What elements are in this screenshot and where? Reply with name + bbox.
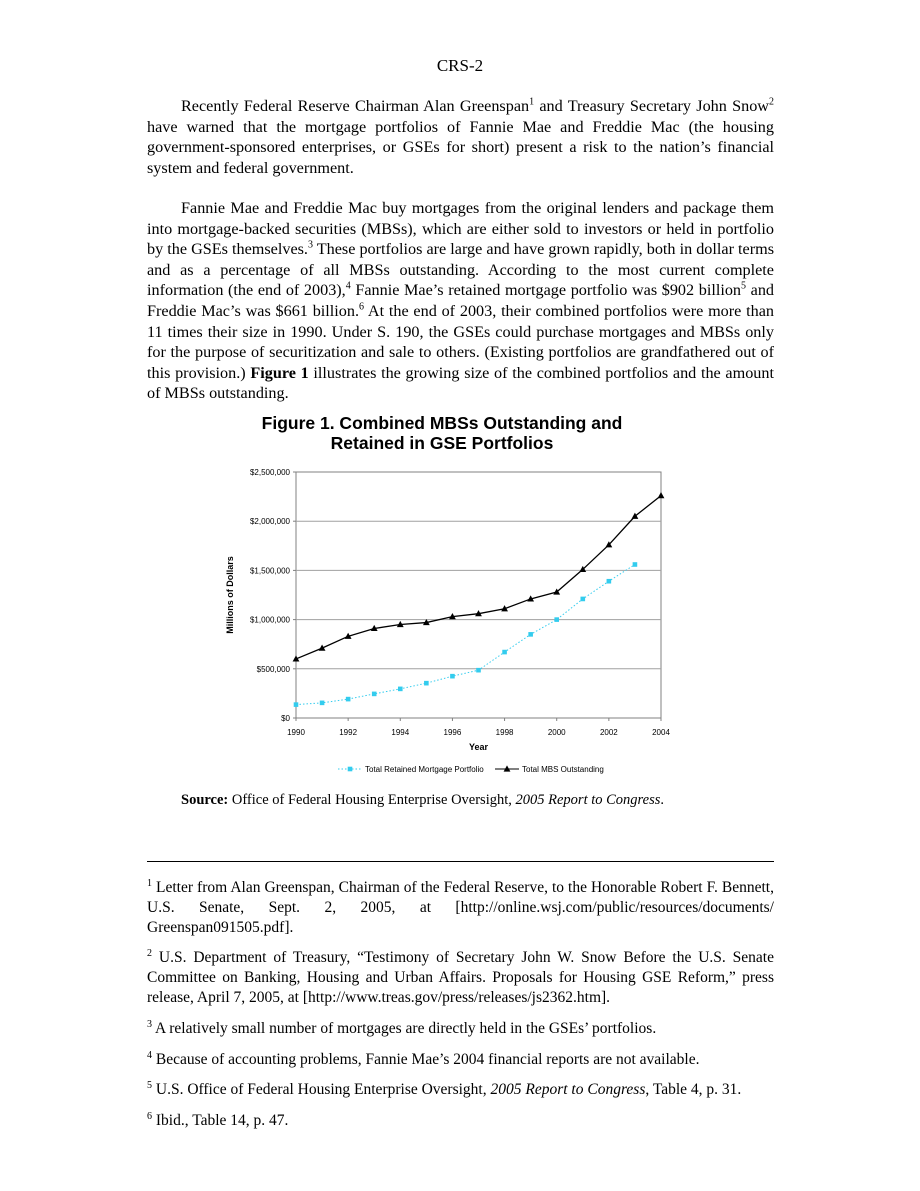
data-point [346, 697, 351, 702]
footnote-3 [147, 1019, 774, 1039]
y-tick-label: $0 [281, 714, 290, 723]
data-point [320, 701, 325, 706]
y-tick-label: $1,000,000 [249, 615, 290, 625]
data-point [633, 562, 638, 567]
footnote-text: A relatively small number of mortgages are directly held in the GSEs’ portfolios. [152, 1019, 657, 1037]
footnote-1 [147, 878, 774, 937]
footnote-ref-3[interactable]: 3 [307, 239, 313, 251]
data-point [294, 702, 299, 707]
x-tick-label: 2004 [652, 728, 670, 737]
data-point [398, 687, 403, 692]
y-tick-label: $2,500,000 [249, 468, 290, 477]
data-point [476, 668, 481, 673]
footnote-number: 4 [147, 1049, 152, 1061]
data-point [528, 632, 533, 637]
figure-title-line-1: Figure 1. Combined MBSs Outstanding and [261, 413, 623, 433]
footnote-text: U.S. Department of Treasury, “Testimony of Secretary John W. Snow Before the U.S. Senate Committee on Banking, Housing and Urban Affairs. Proposals for Housing GSE Reform,” press release, April 7, 2005, at [http://www.treas.gov/press/releases/js2362.htm]. [147, 949, 774, 1006]
data-point [424, 681, 429, 686]
footnote-6 [147, 1111, 774, 1131]
line-chart [220, 462, 680, 782]
x-axis-ticks [287, 718, 670, 737]
footnote-text: Because of accounting problems, Fannie Mae’s 2004 financial reports are not available. [152, 1050, 700, 1068]
footnote-divider [147, 861, 774, 862]
footnote-number: 1 [147, 877, 152, 889]
legend-label: Total Retained Mortgage Portfolio [365, 765, 484, 774]
footnote-ref-1[interactable]: 1 [529, 96, 535, 108]
source-report-title: 2005 Report to Congress [515, 792, 661, 808]
footnote-italic-title: 2005 Report to Congress [490, 1081, 646, 1099]
footnote-tail: , Table 4, p. 31. [645, 1081, 742, 1099]
footnote-4 [147, 1050, 774, 1070]
x-tick-label: 1992 [339, 728, 358, 737]
footnote-number: 2 [147, 948, 152, 960]
data-point [372, 692, 377, 697]
y-tick-label: $2,000,000 [249, 517, 290, 527]
page-number-header: CRS-2 [436, 56, 484, 75]
footnote-text: U.S. Office of Federal Housing Enterprise Oversight, [152, 1081, 491, 1099]
x-tick-label: 1990 [287, 728, 305, 737]
figure-title [0, 413, 884, 453]
x-tick-label: 1994 [391, 728, 410, 737]
legend-label: Total MBS Outstanding [522, 765, 604, 774]
data-point [580, 597, 585, 602]
plot-area [296, 472, 661, 718]
legend-item-retained [338, 765, 484, 774]
x-axis-title: Year [468, 742, 489, 752]
footnote-text: Ibid., Table 14, p. 47. [152, 1112, 289, 1130]
body-paragraph-2 [147, 198, 774, 404]
source-end: . [660, 792, 665, 808]
p2-text-d: and Freddie Mac’s was $661 billion. [147, 281, 775, 320]
source-text: Office of Federal Housing Enterprise Oversight, [228, 792, 516, 808]
footnote-number: 6 [147, 1111, 152, 1123]
y-tick-label: $500,000 [256, 664, 290, 674]
footnotes-section [147, 878, 774, 1142]
data-point [502, 650, 507, 655]
footnote-ref-5[interactable]: 5 [741, 280, 747, 292]
footnote-number: 3 [147, 1018, 152, 1030]
data-point [607, 579, 612, 584]
p2-text-f: illustrates the growing size of the combined portfolios and the amount of MBSs outstanding. [147, 363, 774, 403]
y-tick-label: $1,500,000 [249, 566, 290, 576]
y-axis-title: Millions of Dollars [225, 556, 235, 634]
figure-source [181, 792, 664, 809]
footnote-5 [147, 1080, 774, 1100]
footnote-2 [147, 948, 774, 1007]
footnote-ref-4[interactable]: 4 [345, 280, 351, 292]
p2-text-c: Fannie Mae’s retained mortgage portfolio was $902 billion [350, 281, 742, 300]
p1-text-a: Recently Federal Reserve Chairman Alan Greenspan [181, 97, 530, 115]
p1-text-c: have warned that the mortgage portfolios of Fannie Mae and Freddie Mac (the housing government-sponsored enterprises, or GSEs for short) present a risk to the nation’s financial system and federal government. [147, 117, 774, 177]
y-axis-ticks [250, 468, 296, 723]
chart-legend [338, 765, 604, 774]
legend-item-mbs [495, 765, 604, 774]
source-label: Source: [181, 792, 229, 808]
legend-marker [348, 767, 353, 772]
footnote-text: Letter from Alan Greenspan, Chairman of the Federal Reserve, to the Honorable Robert F. Bennett, U.S. Senate, Sept. 2, 2005, at [http://online.wsj.com/public/resources/documents/ Greenspan091505.pdf]. [147, 879, 774, 936]
data-point [554, 617, 559, 622]
x-tick-label: 1998 [495, 728, 514, 737]
x-tick-label: 1996 [443, 728, 462, 737]
footnote-number: 5 [147, 1080, 152, 1092]
footnote-ref-6[interactable]: 6 [359, 301, 365, 313]
p2-text-a: Fannie Mae and Freddie Mac buy mortgages from the original lenders and package them into mortgage-backed securities (MBSs), which are either sold to investors or held in portfolio by the GSEs themselves. [147, 199, 774, 259]
body-paragraph-1 [147, 96, 774, 178]
x-tick-label: 2002 [599, 728, 618, 737]
p2-text-b: These portfolios are large and have grown rapidly, both in dollar terms and as a percentage of all MBSs outstanding. According to the most current complete information (the end of 2003), [147, 240, 774, 300]
data-point [450, 674, 455, 679]
p2-text-e: At the end of 2003, their combined portfolios were more than 11 times their size in 1990. Under S. 190, the GSEs could purchase mortgages and MBSs only for the purpose of securitization and sale to others. (Existing portfolios are grandfathered out of this provision.) [147, 301, 775, 382]
footnote-ref-2[interactable]: 2 [769, 96, 774, 108]
figure-title-line-2: Retained in GSE Portfolios [330, 433, 554, 453]
figure-reference[interactable]: Figure 1 [250, 363, 309, 382]
x-tick-label: 2000 [547, 728, 566, 737]
p1-text-b: and Treasury Secretary John Snow [534, 97, 769, 115]
